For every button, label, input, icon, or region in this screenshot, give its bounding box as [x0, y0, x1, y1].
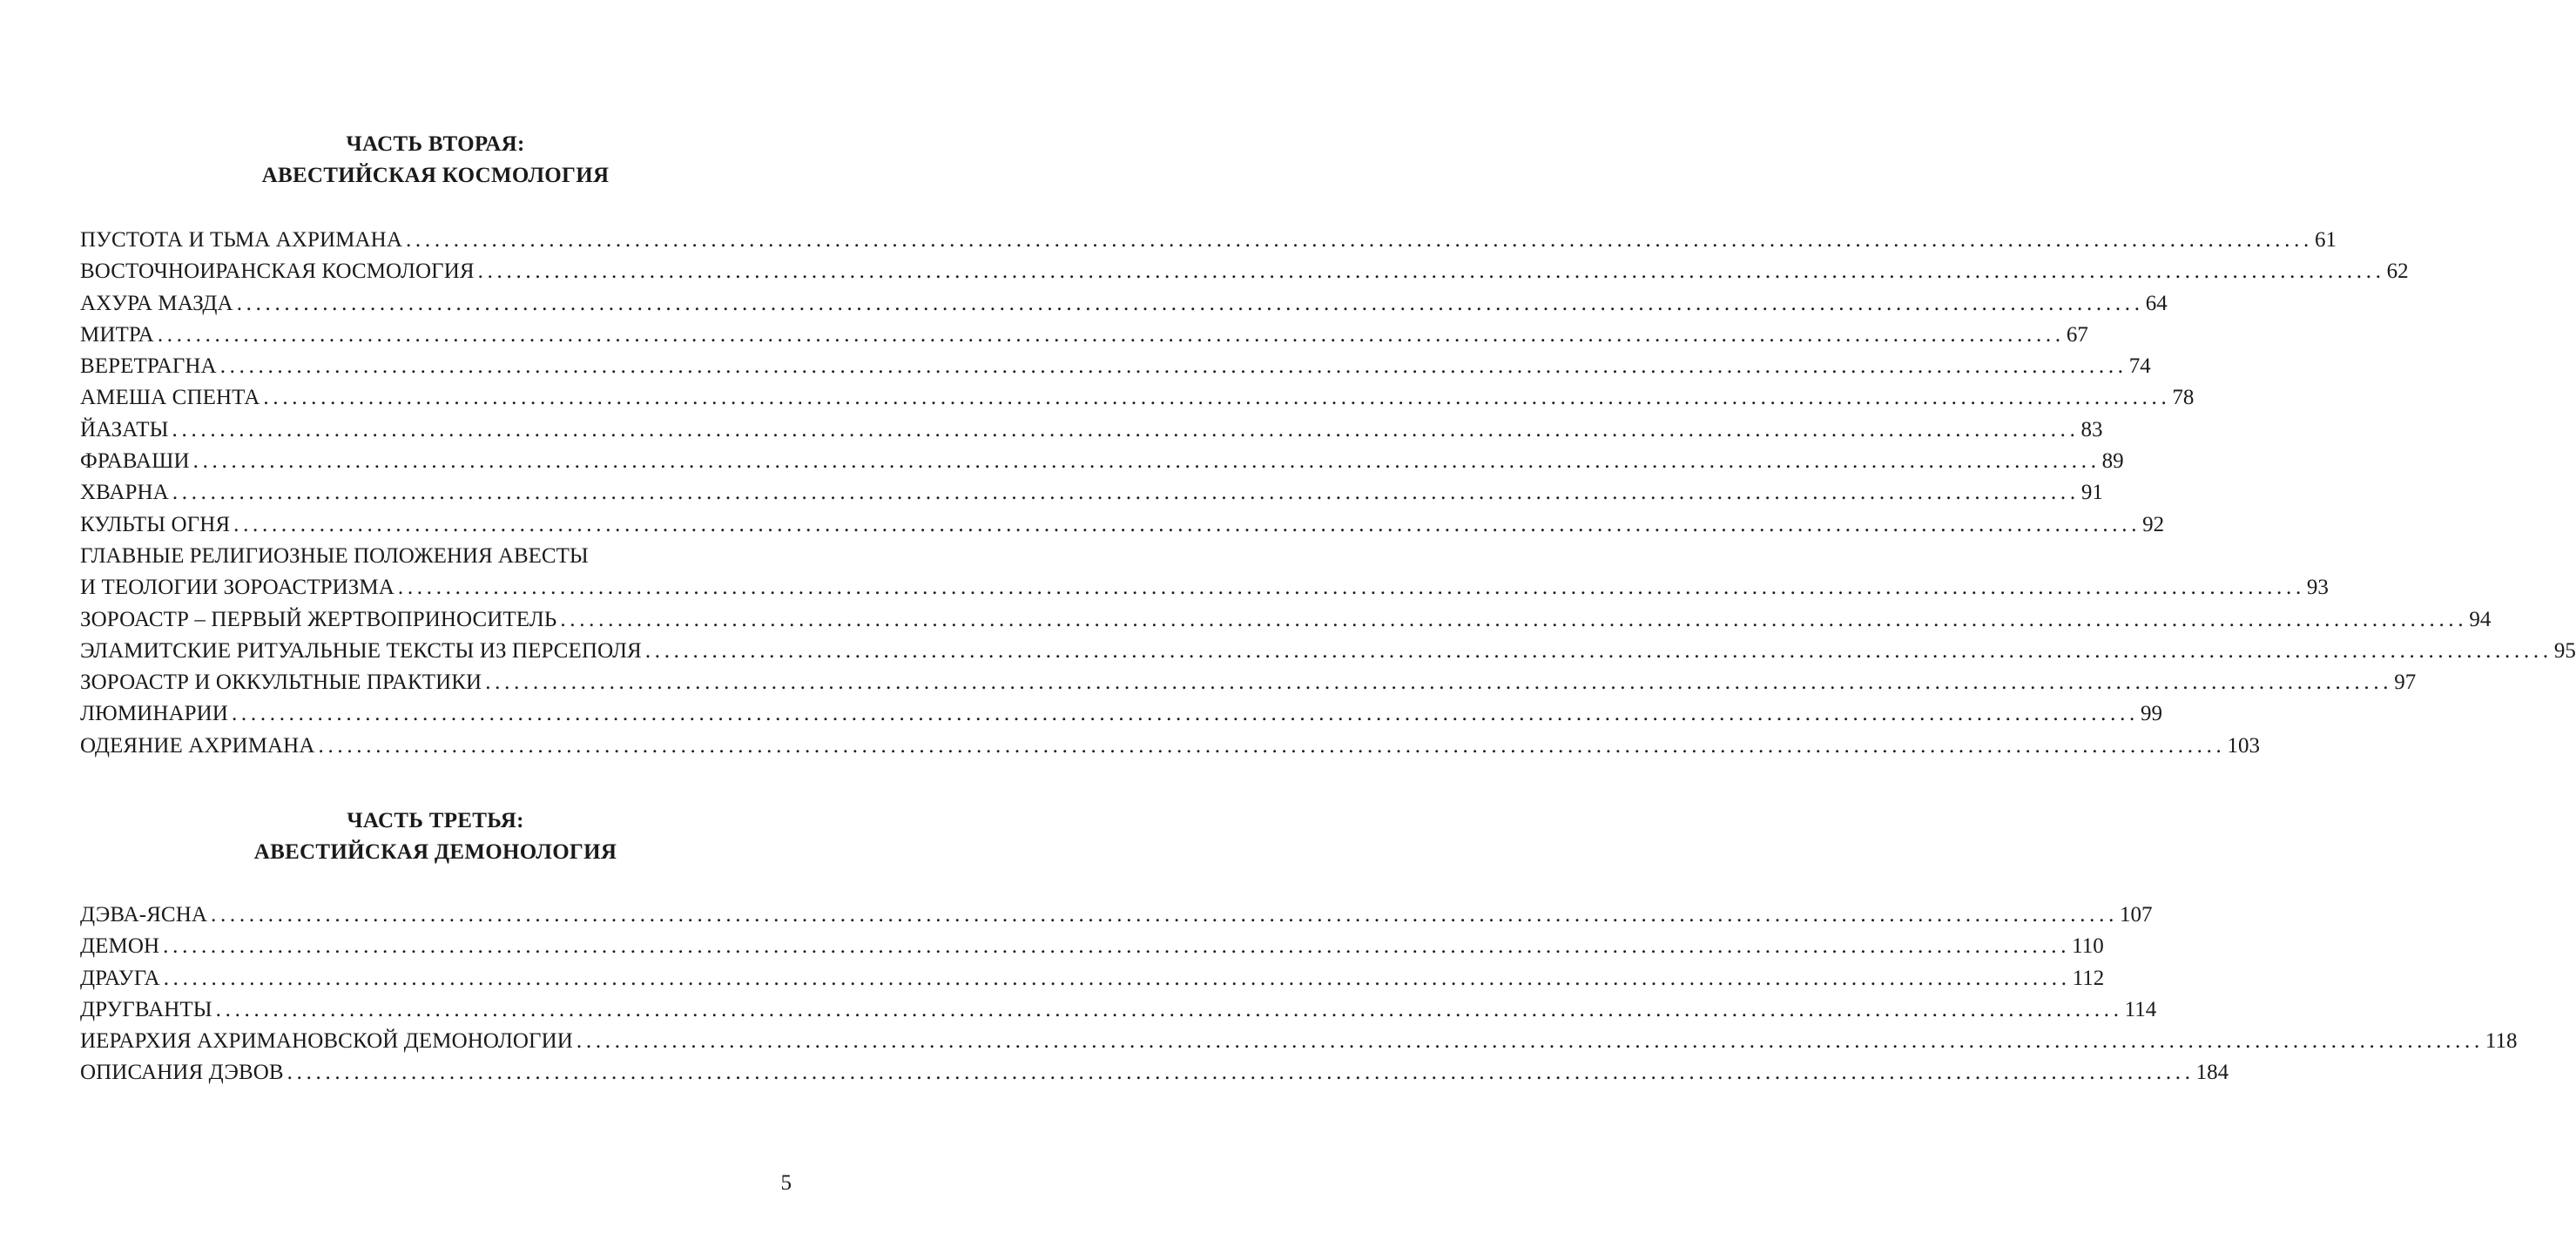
toc-leader-dots: ........................................................................................................................................................................................................ — [233, 512, 2141, 536]
toc-entry-title: АХУРА МАЗДА — [80, 291, 233, 315]
toc-leader-dots: ........................................................................................................................................................................................................ — [644, 638, 2552, 663]
toc-entry[interactable] — [80, 225, 2337, 256]
toc-entry[interactable] — [80, 382, 2195, 414]
toc-entry-page: 110 — [2072, 934, 2104, 959]
toc-leader-dots: ........................................................................................................................................................................................................ — [397, 576, 2305, 600]
toc-entry-title: ХВАРНА — [80, 481, 169, 505]
toc-entry-page: 92 — [2142, 512, 2165, 536]
toc-leader-dots: ........................................................................................................................................................................................................ — [560, 607, 2468, 631]
toc-entry-page: 93 — [2306, 576, 2329, 600]
toc-entry[interactable] — [80, 446, 2124, 477]
toc-entry-title: АМЕША СПЕНТА — [80, 386, 260, 410]
toc-leader-dots: ........................................................................................................................................................................................................ — [231, 702, 2139, 726]
toc-entry-page: 184 — [2195, 1061, 2229, 1085]
toc-entry-title: ИЕРАРХИЯ АХРИМАНОВСКОЙ ДЕМОНОЛОГИИ — [80, 1029, 573, 1054]
toc-entry[interactable] — [80, 351, 2151, 382]
toc-leader-dots: ........................................................................................................................................................................................................ — [192, 449, 2101, 474]
toc-leader-dots: ........................................................................................................................................................................................................ — [157, 322, 2065, 347]
part-two-subtitle: АВЕСТИЙСКАЯ КОСМОЛОГИЯ — [261, 164, 610, 187]
toc-leader-dots: ........................................................................................................................................................................................................ — [211, 903, 2119, 927]
toc-entry-title: И ТЕОЛОГИИ ЗОРОАСТРИЗМА — [80, 576, 394, 600]
toc-entry[interactable] — [80, 288, 2168, 320]
toc-leader-dots: ........................................................................................................................................................................................................ — [163, 966, 2071, 990]
toc-entry-title: ОДЕЯНИЕ АХРИМАНА — [80, 733, 315, 758]
toc-entry[interactable] — [80, 414, 2103, 446]
toc-entry-page: 99 — [2140, 702, 2162, 726]
part-three-subtitle: АВЕСТИЙСКАЯ ДЕМОНОЛОГИЯ — [253, 840, 617, 864]
toc-entry-title: ДРУГВАНТЫ — [80, 997, 212, 1021]
toc-entry-title: ВЕРЕТРАГНА — [80, 354, 217, 379]
toc-entry[interactable] — [80, 1026, 2518, 1057]
part-two-toc — [80, 225, 2576, 762]
toc-entry-title: ОПИСАНИЯ ДЭВОВ — [80, 1061, 284, 1085]
toc-entry[interactable] — [80, 636, 2576, 667]
toc-entry-page: 91 — [2080, 481, 2103, 505]
toc-entry[interactable] — [80, 931, 2104, 962]
toc-entry[interactable] — [80, 541, 2329, 604]
toc-entry-title: ЗОРОАСТР И ОККУЛЬТНЫЕ ПРАКТИКИ — [80, 671, 482, 695]
toc-entry-page: 107 — [2120, 903, 2153, 927]
toc-leader-dots: ........................................................................................................................................................................................................ — [318, 733, 2226, 758]
toc-entry[interactable] — [80, 900, 2153, 931]
toc-leader-dots: ........................................................................................................................................................................................................ — [236, 291, 2144, 315]
toc-entry-title: ЭЛАМИТСКИЕ РИТУАЛЬНЫЕ ТЕКСТЫ ИЗ ПЕРСЕПОЛЯ — [80, 638, 642, 663]
toc-entry-page: 62 — [2386, 259, 2409, 284]
toc-leader-dots: ........................................................................................................................................................................................................ — [172, 417, 2080, 441]
part-three-title: ЧАСТЬ ТРЕТЬЯ: — [347, 809, 524, 832]
toc-leader-dots: ........................................................................................................................................................................................................ — [477, 259, 2385, 284]
part-three-heading — [0, 805, 871, 868]
toc-entry-page: 114 — [2124, 997, 2157, 1021]
toc-entry[interactable] — [80, 1057, 2229, 1088]
part-three-toc — [80, 900, 2518, 1089]
toc-entry-title-line1: ГЛАВНЫЕ РЕЛИГИОЗНЫЕ ПОЛОЖЕНИЯ АВЕСТЫ — [80, 543, 589, 568]
toc-entry-page: 89 — [2101, 449, 2124, 474]
toc-entry-title: ФРАВАШИ — [80, 449, 190, 474]
toc-entry[interactable] — [80, 994, 2157, 1026]
toc-entry-title: ЗОРОАСТР – ПЕРВЫЙ ЖЕРТВОПРИНОСИТЕЛЬ — [80, 607, 557, 631]
toc-leader-dots: ........................................................................................................................................................................................................ — [485, 671, 2393, 695]
toc-leader-dots: ........................................................................................................................................................................................................ — [287, 1061, 2195, 1085]
toc-leader-dots: ........................................................................................................................................................................................................ — [172, 481, 2080, 505]
toc-entry-title: ЛЮМИНАРИИ — [80, 702, 228, 726]
toc-entry[interactable] — [80, 731, 2260, 762]
toc-leader-dots: ........................................................................................................................................................................................................ — [576, 1029, 2484, 1054]
toc-entry-title: ДРАУГА — [80, 966, 160, 990]
toc-entry-page: 64 — [2145, 291, 2168, 315]
toc-entry[interactable] — [80, 698, 2162, 730]
toc-leader-dots: ........................................................................................................................................................................................................ — [405, 228, 2313, 252]
toc-entry-page: 112 — [2072, 966, 2105, 990]
toc-entry-page: 61 — [2314, 228, 2337, 252]
part-two-heading — [0, 129, 871, 192]
toc-entry-page: 94 — [2469, 607, 2492, 631]
toc-entry-page: 118 — [2485, 1029, 2518, 1054]
toc-entry[interactable] — [80, 667, 2417, 698]
toc-entry-title: ДЭВА-ЯСНА — [80, 903, 208, 927]
toc-entry-page: 78 — [2172, 386, 2195, 410]
toc-leader-dots: ........................................................................................................................................................................................................ — [263, 386, 2171, 410]
toc-entry-title: КУЛЬТЫ ОГНЯ — [80, 512, 231, 536]
toc-leader-dots: ........................................................................................................................................................................................................ — [219, 354, 2128, 379]
toc-entry[interactable] — [80, 477, 2103, 509]
toc-entry-page: 95 — [2553, 638, 2576, 663]
toc-entry-title: ПУСТОТА И ТЬМА АХРИМАНА — [80, 228, 402, 252]
toc-leader-dots: ........................................................................................................................................................................................................ — [215, 997, 2123, 1021]
toc-entry-title: МИТРА — [80, 322, 154, 347]
toc-leader-dots: ........................................................................................................................................................................................................ — [163, 934, 2071, 959]
toc-entry[interactable] — [80, 963, 2105, 994]
toc-entry[interactable] — [80, 604, 2492, 636]
toc-entry[interactable] — [80, 256, 2409, 287]
toc-entry-title: ДЕМОН — [80, 934, 160, 959]
part-two-title: ЧАСТЬ ВТОРАЯ: — [346, 132, 525, 156]
page-number: 5 — [780, 1171, 792, 1195]
toc-entry-page: 67 — [2066, 322, 2088, 347]
toc-entry-page: 74 — [2128, 354, 2151, 379]
toc-entry[interactable] — [80, 509, 2165, 541]
toc-entry-page: 83 — [2080, 417, 2103, 441]
toc-entry[interactable] — [80, 320, 2088, 351]
toc-entry-title: ВОСТОЧНОИРАНСКАЯ КОСМОЛОГИЯ — [80, 259, 475, 284]
toc-entry-page: 97 — [2394, 671, 2417, 695]
toc-entry-page: 103 — [2227, 733, 2260, 758]
toc-entry-title: ЙАЗАТЫ — [80, 417, 169, 441]
